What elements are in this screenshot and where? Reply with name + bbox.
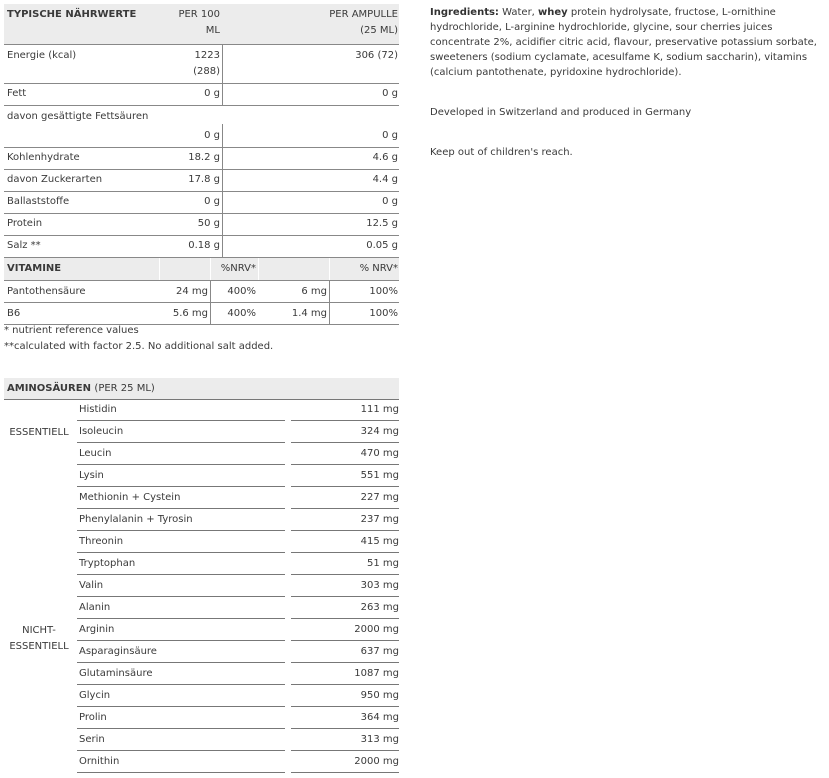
vitamins-nrv-per-ampoule: % NRV* — [359, 263, 398, 274]
amino-row — [77, 422, 399, 443]
vitamin-nrv-per100: 400% — [227, 308, 256, 319]
amino-name: Prolin — [77, 708, 285, 729]
amino-value: 263 mg — [291, 598, 399, 619]
amino-name: Arginin — [77, 620, 285, 641]
amino-name: Glycin — [77, 686, 285, 707]
nutrition-row — [4, 106, 399, 148]
amino-row — [77, 730, 399, 751]
amino-value: 237 mg — [291, 510, 399, 531]
nutrient-per100: 0.18 g — [188, 240, 220, 251]
amino-name: Phenylalanin + Tyrosin — [77, 510, 285, 531]
vitamin-nrv-per100: 400% — [227, 286, 256, 297]
amino-name: Serin — [77, 730, 285, 751]
nutrition-row — [4, 84, 399, 106]
vitamin-nrv-per-ampoule: 100% — [369, 286, 398, 297]
amino-name: Alanin — [77, 598, 285, 619]
vitamin-label: Pantothensäure — [7, 286, 86, 297]
nutrition-table — [4, 4, 399, 325]
nutrient-per-ampoule: 0 g — [382, 196, 398, 207]
footnote-nrv: * nutrient reference values — [4, 325, 139, 336]
amino-header — [7, 383, 155, 394]
nutrition-row — [4, 148, 399, 170]
nutrient-per-ampoule: 12.5 g — [366, 218, 398, 229]
warning-text: Keep out of children's reach. — [430, 147, 573, 158]
vitamin-label: B6 — [7, 308, 21, 319]
vitamins-header-row — [4, 258, 399, 281]
nutrient-per-ampoule: 0 g — [382, 88, 398, 99]
nutrition-row — [4, 170, 399, 192]
amino-value: 2000 mg — [291, 620, 399, 641]
nutrition-row — [4, 236, 399, 258]
amino-row — [77, 752, 399, 773]
amino-value: 364 mg — [291, 708, 399, 729]
ingredients-text-post: protein hydrolysate, fructose, L-ornithine hydrochloride, L-arginine hydrochloride, glycine, sour cherries juices concentrate 2%, acidifier citric acid, flavour, preservative potassium sorbate, sweeteners (sodium cyclamate, acesulfame K, sodium saccharin), vitamins (calcium pantothenate, pyridoxine hydrochloride). — [430, 7, 817, 78]
energy-per-ampoule: 306 (72) — [355, 50, 398, 61]
nutrient-per-ampoule: 4.4 g — [372, 174, 398, 185]
amino-row — [77, 444, 399, 465]
amino-row — [77, 620, 399, 641]
amino-name: Leucin — [77, 444, 285, 465]
nutrition-row — [4, 192, 399, 214]
amino-value: 51 mg — [291, 554, 399, 575]
footnote-salt: **calculated with factor 2.5. No additional salt added. — [4, 341, 274, 352]
nutrient-per100: 0 g — [204, 88, 220, 99]
amino-value: 303 mg — [291, 576, 399, 597]
nutrient-per-ampoule: 4.6 g — [372, 152, 398, 163]
amino-name: Glutaminsäure — [77, 664, 285, 685]
nutrient-label: Kohlenhydrate — [7, 152, 80, 163]
amino-name: Ornithin — [77, 752, 285, 773]
amino-row — [77, 510, 399, 531]
amino-value: 637 mg — [291, 642, 399, 663]
amino-name: Asparaginsäure — [77, 642, 285, 663]
amino-row — [77, 532, 399, 553]
amino-header-row — [4, 378, 399, 400]
amino-name: Tryptophan — [77, 554, 285, 575]
amino-value: 2000 mg — [291, 752, 399, 773]
product-info — [430, 5, 825, 185]
vitamin-per-ampoule: 6 mg — [301, 286, 327, 297]
vitamin-row — [4, 281, 399, 303]
amino-value: 551 mg — [291, 466, 399, 487]
amino-value: 470 mg — [291, 444, 399, 465]
amino-name: Valin — [77, 576, 285, 597]
vitamin-row — [4, 303, 399, 325]
group-label-essential: ESSENTIELL — [9, 427, 69, 438]
amino-value: 950 mg — [291, 686, 399, 707]
nutrient-per100: 50 g — [197, 218, 220, 229]
amino-row — [77, 686, 399, 707]
per-ampoule-header-line2: (25 ML) — [360, 25, 398, 36]
energy-label: Energie (kcal) — [7, 50, 77, 61]
per100-header-line2: ML — [205, 25, 220, 36]
nutrition-header-row — [4, 4, 399, 45]
amino-row — [77, 642, 399, 663]
amino-name: Isoleucin — [77, 422, 285, 443]
amino-row — [77, 466, 399, 487]
group-label-nonessential-line2: ESSENTIELL — [9, 641, 69, 652]
amino-value: 227 mg — [291, 488, 399, 509]
amino-name: Lysin — [77, 466, 285, 487]
vitamin-per100: 24 mg — [176, 286, 208, 297]
energy-per100-kcal: (288) — [193, 66, 220, 77]
nutrient-per-ampoule: 0 g — [382, 130, 398, 141]
nutrient-label: Fett — [7, 88, 27, 99]
amino-value: 111 mg — [291, 400, 399, 421]
nutrient-label: davon gesättigte Fettsäuren — [7, 111, 149, 122]
nutrient-per100: 18.2 g — [188, 152, 220, 163]
amino-acid-table — [4, 378, 399, 767]
vitamins-title: VITAMINE — [7, 263, 62, 274]
amino-row — [77, 664, 399, 685]
per-ampoule-header-line1: PER AMPULLE — [329, 9, 398, 20]
amino-row — [77, 708, 399, 729]
energy-row — [4, 45, 399, 84]
ingredients-text-pre: Water, — [498, 7, 539, 18]
amino-value: 415 mg — [291, 532, 399, 553]
amino-row — [77, 488, 399, 509]
vitamins-nrv-per100: %NRV* — [220, 263, 256, 274]
nutrient-label: davon Zuckerarten — [7, 174, 103, 185]
amino-name: Methionin + Cystein — [77, 488, 285, 509]
energy-per100-kj: 1223 — [194, 50, 220, 61]
nutrition-row — [4, 214, 399, 236]
nutrition-title: TYPISCHE NÄHRWERTE — [7, 9, 137, 20]
nutrient-per100: 0 g — [204, 130, 220, 141]
origin-text: Developed in Switzerland and produced in Germany — [430, 107, 692, 118]
vitamin-per100: 5.6 mg — [172, 308, 208, 319]
nutrient-per-ampoule: 0.05 g — [366, 240, 398, 251]
ingredients-paragraph — [430, 5, 825, 80]
nutrient-per100: 0 g — [204, 196, 220, 207]
group-label-nonessential-line1: NICHT- — [22, 625, 56, 636]
vitamin-per-ampoule: 1.4 mg — [291, 308, 327, 319]
per100-header-line1: PER 100 — [178, 9, 220, 20]
ingredients-label: Ingredients: — [430, 7, 499, 18]
amino-row — [77, 598, 399, 619]
nutrient-label: Protein — [7, 218, 43, 229]
amino-header-unit: (PER 25 ML) — [94, 383, 155, 394]
amino-header-title: AMINOSÄUREN — [7, 383, 91, 394]
amino-name: Histidin — [77, 400, 285, 421]
vitamin-nrv-per-ampoule: 100% — [369, 308, 398, 319]
nutrient-per100: 17.8 g — [188, 174, 220, 185]
amino-value: 324 mg — [291, 422, 399, 443]
amino-row — [77, 554, 399, 575]
amino-value: 313 mg — [291, 730, 399, 751]
nutrient-label: Salz ** — [7, 240, 41, 251]
amino-name: Threonin — [77, 532, 285, 553]
amino-value: 1087 mg — [291, 664, 399, 685]
nutrient-label: Ballaststoffe — [7, 196, 70, 207]
amino-row — [77, 400, 399, 421]
amino-row — [77, 576, 399, 597]
ingredients-whey: whey — [538, 7, 568, 18]
